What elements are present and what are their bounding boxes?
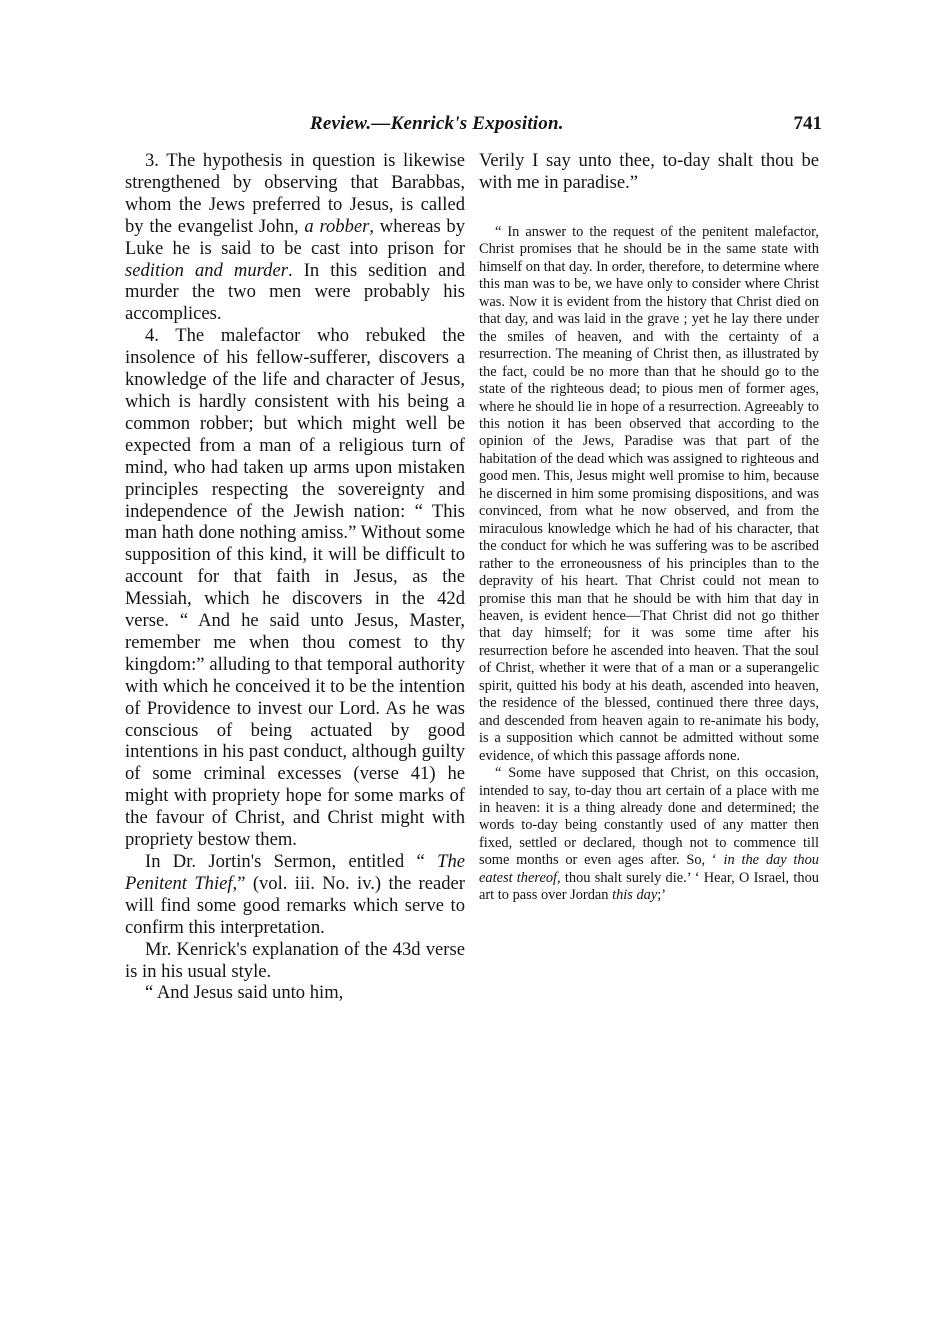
text-run: thou shalt surely die.’ ‘ Hear, O Israel, thou art to pass over Jordan [479, 869, 819, 904]
italic-a-robber: a robber [304, 215, 370, 237]
right-column [479, 224, 819, 905]
paragraph-jortin-sermon [125, 851, 465, 939]
paragraph-3-barabbas [125, 150, 465, 325]
paragraph-4-malefactor: 4. The malefactor who rebuked the insolence of his fellow-sufferer, discovers a knowledge of the life and character of Jesus, which is hardly consistent with his being a common robber; but which might well be expected from a man of a religious turn of mind, who had taken up arms upon mistaken principles respecting the sovereignty and independence of the Jewish nation: “ This man hath done nothing amiss.” Without some supposition of this kind, it will be difficult to account for that faith in Jesus, as the Messiah, which he discovers in the 42d verse. “ And he said unto Jesus, Master, remember me when thou comest to thy kingdom:” alluding to that temporal authority with which he conceived it to be the intention of Providence to invest our Lord. As he was conscious of being actuated by good intentions in his past conduct, although guilty of some criminal excesses (verse 41) he might with propriety hope for some marks of the favour of Christ, and Christ might with propriety bestow them. [125, 325, 465, 851]
paragraph-some-have-supposed [479, 765, 819, 905]
italic-this-day: this day [612, 887, 658, 904]
right-column-lead-quote [479, 150, 819, 194]
paragraph-kenrick-explanation: Mr. Kenrick's explanation of the 43d verse is in his usual style. [125, 938, 465, 982]
text-run: “ Some have supposed that Christ, on this occasion, intended to say, to-day thou art certain of a place with me in heaven: it is a thing already done and determined; the words to-day being constantly used of any matter then fixed, settled or declared, though not to commence till some months or even ages after. So, ‘ [479, 765, 819, 869]
text-run: In Dr. Jortin's Sermon, entitled “ [145, 851, 438, 872]
page-number: 741 [793, 113, 822, 134]
italic-day-thou-eatest: in the day thou eatest thereof, [479, 852, 819, 886]
text-run: ” (vol. iii. No. iv.) the reader will find some good remarks which serve to confirm this interpretation. [125, 872, 466, 938]
italic-penitent-thief: The Penitent Thief, [125, 851, 465, 894]
italic-sedition-murder: sedition and murder [125, 259, 288, 281]
left-column [125, 150, 465, 1004]
text-run: 3. The hypothesis in question is likewise strengthened by observing that Barabbas, whom the Jews preferred to Jesus, is called by the evangelist John, [125, 150, 465, 237]
verse-quote: Verily I say unto thee, to-day shalt thou be with me in paradise.” [479, 150, 819, 193]
text-run: . In this sedition and murder the two men were probably his accomplices. [125, 259, 466, 325]
paragraph-answer-request: “ In answer to the request of the penitent malefactor, Christ promises that he should be in the same state with himself on that day. In order, therefore, to determine where this man was to be, we have only to consider where Christ was. Now it is evident from the history that Christ died on that day, and was laid in the grave ; yet he lay there under the smiles of heaven, and with the certainty of a resurrection. The meaning of Christ then, as illustrated by the fact, could be no more than that he should go to the state of the righteous dead; to pious men of former ages, where he should lie in hope of a resurrection. Agreeably to this notion it has been observed that according to the opinion of the Jews, Paradise was that part of the habitation of the dead which was assigned to righteous and good men. This, Jesus might well promise to him, because he discerned in him some promising dispositions, and was convinced, from what he now observed, and from the miraculous knowledge which he had of his character, that the conduct for which he was suffering was to be ascribed rather to the erroneousness of his principles than to the depravity of his heart. That Christ could not mean to promise this man that he should be with him that day in heaven, is evident hence—That Christ did not go thither that day himself; for it was some time after his resurrection before he ascended into heaven. That the soul of Christ, whether it were that of a man or a superangelic spirit, quitted his body at his death, ascended into heaven, the residence of the blessed, continued there three days, and descended from heaven again to re-animate his body, is a supposition which cannot be admitted without some evidence, of which this passage affords none. [479, 224, 819, 764]
text-run: , whereas by Luke he is said to be cast into prison for [125, 215, 466, 259]
page-header [310, 113, 822, 141]
running-head: Review.—Kenrick's Exposition. [310, 113, 564, 134]
text-run: ;’ [657, 887, 667, 904]
quote-opening: “ And Jesus said unto him, [145, 982, 344, 1004]
